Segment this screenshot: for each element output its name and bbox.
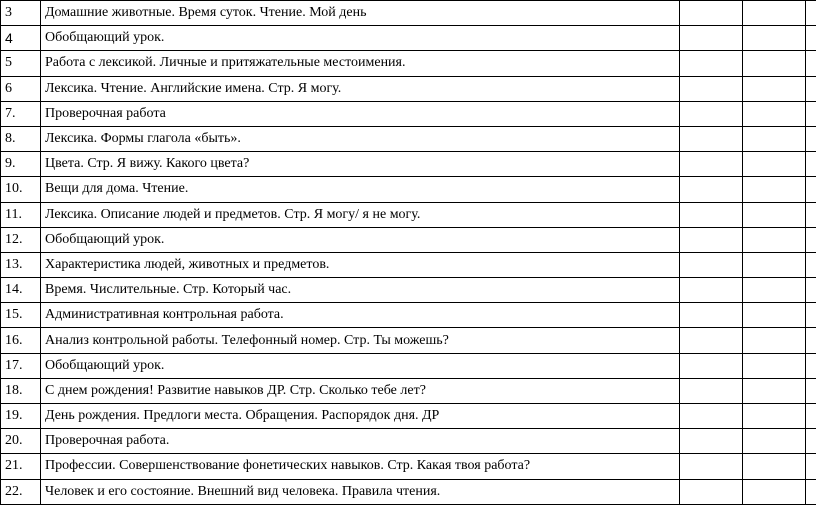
lesson-number-cell: 3	[1, 1, 41, 26]
lesson-topic-cell: Лексика. Формы глагола «быть».	[41, 126, 680, 151]
empty-cell	[680, 26, 743, 51]
lesson-number-cell: 7.	[1, 101, 41, 126]
lesson-topic-cell: Обобщающий урок.	[41, 227, 680, 252]
empty-cell	[806, 227, 816, 252]
empty-cell	[743, 479, 806, 504]
lesson-number-cell: 13.	[1, 252, 41, 277]
table-row	[1, 126, 816, 151]
lesson-number-cell: 6	[1, 76, 41, 101]
lesson-topic-cell: Обобщающий урок.	[41, 353, 680, 378]
empty-cell	[680, 177, 743, 202]
empty-cell	[680, 227, 743, 252]
empty-cell	[743, 353, 806, 378]
empty-cell	[743, 177, 806, 202]
table-row	[1, 378, 816, 403]
lesson-number-cell: 5	[1, 51, 41, 76]
empty-cell	[806, 26, 816, 51]
empty-cell	[680, 126, 743, 151]
empty-cell	[806, 1, 816, 26]
empty-cell	[743, 278, 806, 303]
table-row	[1, 479, 816, 504]
lesson-topic-cell: Домашние животные. Время суток. Чтение. Мой день	[41, 1, 680, 26]
table-row	[1, 252, 816, 277]
empty-cell	[680, 152, 743, 177]
empty-cell	[743, 51, 806, 76]
table-row	[1, 26, 816, 51]
lesson-table-body	[1, 1, 816, 505]
empty-cell	[680, 429, 743, 454]
empty-cell	[806, 278, 816, 303]
empty-cell	[806, 378, 816, 403]
table-row	[1, 76, 816, 101]
empty-cell	[806, 429, 816, 454]
table-row	[1, 303, 816, 328]
lesson-topic-cell: День рождения. Предлоги места. Обращения. Распорядок дня. ДР	[41, 404, 680, 429]
empty-cell	[680, 101, 743, 126]
empty-cell	[680, 202, 743, 227]
empty-cell	[743, 303, 806, 328]
lesson-number-cell: 19.	[1, 404, 41, 429]
table-row	[1, 51, 816, 76]
empty-cell	[680, 353, 743, 378]
empty-cell	[806, 126, 816, 151]
lesson-topic-cell: Анализ контрольной работы. Телефонный номер. Стр. Ты можешь?	[41, 328, 680, 353]
empty-cell	[743, 101, 806, 126]
lesson-topic-cell: Проверочная работа.	[41, 429, 680, 454]
empty-cell	[680, 479, 743, 504]
table-row	[1, 202, 816, 227]
table-row	[1, 278, 816, 303]
lesson-number-cell: 16.	[1, 328, 41, 353]
lesson-number-cell: 22.	[1, 479, 41, 504]
lesson-topic-cell: С днем рождения! Развитие навыков ДР. Стр. Сколько тебе лет?	[41, 378, 680, 403]
empty-cell	[680, 404, 743, 429]
table-row	[1, 454, 816, 479]
empty-cell	[743, 26, 806, 51]
lesson-number-cell: 15.	[1, 303, 41, 328]
lesson-number-cell: 21.	[1, 454, 41, 479]
table-row	[1, 227, 816, 252]
table-row	[1, 404, 816, 429]
empty-cell	[743, 429, 806, 454]
table-row	[1, 353, 816, 378]
empty-cell	[743, 252, 806, 277]
lesson-topic-cell: Цвета. Стр. Я вижу. Какого цвета?	[41, 152, 680, 177]
empty-cell	[743, 126, 806, 151]
empty-cell	[743, 454, 806, 479]
table-row	[1, 1, 816, 26]
empty-cell	[680, 454, 743, 479]
lesson-topic-cell: Человек и его состояние. Внешний вид человека. Правила чтения.	[41, 479, 680, 504]
table-row	[1, 101, 816, 126]
lesson-number-cell: 18.	[1, 378, 41, 403]
empty-cell	[806, 152, 816, 177]
lesson-topic-cell: Проверочная работа	[41, 101, 680, 126]
lesson-number-cell: 17.	[1, 353, 41, 378]
empty-cell	[743, 227, 806, 252]
empty-cell	[806, 303, 816, 328]
empty-cell	[680, 303, 743, 328]
empty-cell	[680, 278, 743, 303]
table-row	[1, 177, 816, 202]
lesson-number-cell: 10.	[1, 177, 41, 202]
table-row	[1, 328, 816, 353]
empty-cell	[806, 479, 816, 504]
empty-cell	[806, 252, 816, 277]
table-row	[1, 429, 816, 454]
empty-cell	[743, 152, 806, 177]
empty-cell	[743, 202, 806, 227]
lesson-topic-cell: Административная контрольная работа.	[41, 303, 680, 328]
empty-cell	[743, 404, 806, 429]
empty-cell	[806, 454, 816, 479]
lesson-number-cell: 4	[1, 26, 41, 51]
empty-cell	[743, 378, 806, 403]
empty-cell	[806, 353, 816, 378]
lesson-number-cell: 12.	[1, 227, 41, 252]
empty-cell	[743, 76, 806, 101]
empty-cell	[806, 101, 816, 126]
empty-cell	[806, 51, 816, 76]
lesson-number-cell: 8.	[1, 126, 41, 151]
lesson-topic-cell: Время. Числительные. Стр. Который час.	[41, 278, 680, 303]
lesson-number-cell: 20.	[1, 429, 41, 454]
lesson-number-cell: 9.	[1, 152, 41, 177]
empty-cell	[680, 1, 743, 26]
empty-cell	[680, 51, 743, 76]
empty-cell	[806, 76, 816, 101]
empty-cell	[806, 328, 816, 353]
empty-cell	[806, 177, 816, 202]
lesson-topic-cell: Работа с лексикой. Личные и притяжательные местоимения.	[41, 51, 680, 76]
table-row	[1, 152, 816, 177]
empty-cell	[806, 202, 816, 227]
lesson-topic-cell: Лексика. Описание людей и предметов. Стр. Я могу/ я не могу.	[41, 202, 680, 227]
empty-cell	[743, 328, 806, 353]
empty-cell	[680, 328, 743, 353]
empty-cell	[680, 76, 743, 101]
empty-cell	[806, 404, 816, 429]
empty-cell	[680, 378, 743, 403]
lesson-number-cell: 14.	[1, 278, 41, 303]
empty-cell	[743, 1, 806, 26]
lesson-topic-cell: Профессии. Совершенствование фонетических навыков. Стр. Какая твоя работа?	[41, 454, 680, 479]
lesson-topic-cell: Обобщающий урок.	[41, 26, 680, 51]
lesson-topic-cell: Вещи для дома. Чтение.	[41, 177, 680, 202]
lesson-topic-cell: Характеристика людей, животных и предметов.	[41, 252, 680, 277]
empty-cell	[680, 252, 743, 277]
lesson-number-cell: 11.	[1, 202, 41, 227]
lesson-topic-cell: Лексика. Чтение. Английские имена. Стр. Я могу.	[41, 76, 680, 101]
